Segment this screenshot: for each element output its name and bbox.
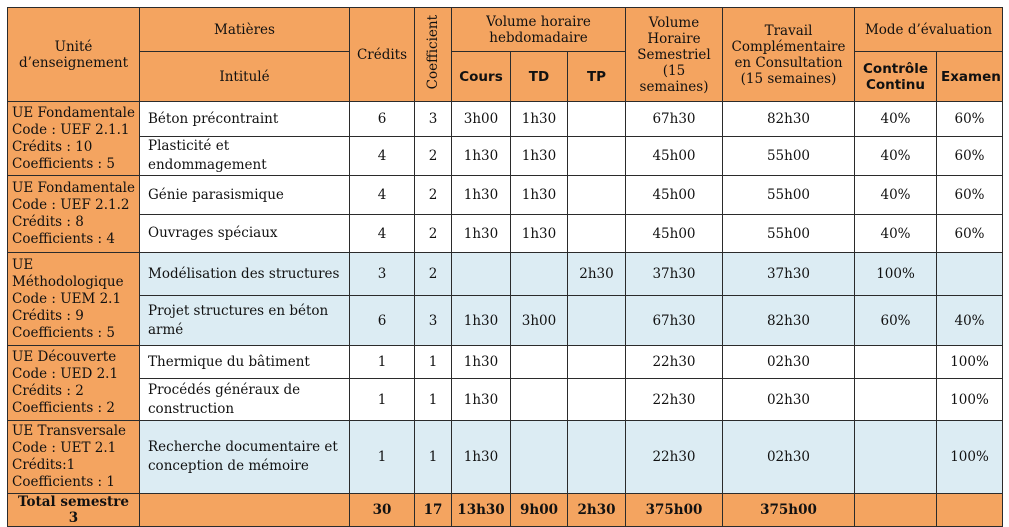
travail-cell: 55h00 [723,215,855,253]
td-cell [511,346,568,379]
credits-cell: 1 [350,421,415,494]
header-intitule: Intitulé [140,52,350,102]
coef-cell: 2 [415,137,452,176]
travail-cell: 82h30 [723,296,855,346]
subject-cell: Ouvrages spéciaux [140,215,350,253]
header-tp: TP [568,52,626,102]
travail-cell: 37h30 [723,253,855,296]
cc-cell: 40% [855,215,937,253]
header-credits: Crédits [350,8,415,102]
table-row [8,176,1003,215]
total-tp: 2h30 [568,494,626,527]
header-td: TD [511,52,568,102]
cours-cell: 1h30 [452,215,511,253]
coef-cell: 1 [415,421,452,494]
travail-cell: 02h30 [723,346,855,379]
credits-cell: 3 [350,253,415,296]
credits-cell: 6 [350,296,415,346]
vhs-cell: 45h00 [626,137,723,176]
tp-cell [568,215,626,253]
vhs-cell: 45h00 [626,215,723,253]
subject-cell: Plasticité et endommagement [140,137,350,176]
cours-cell: 1h30 [452,379,511,421]
cours-cell: 1h30 [452,296,511,346]
table-row [8,421,1003,494]
td-cell [511,253,568,296]
exam-cell: 60% [937,102,1003,137]
td-cell: 3h00 [511,296,568,346]
exam-cell: 60% [937,176,1003,215]
total-cc [855,494,937,527]
table-row [8,215,1003,253]
vhs-cell: 22h30 [626,346,723,379]
subject-cell: Procédés généraux de construction [140,379,350,421]
cc-cell: 40% [855,176,937,215]
cours-cell: 1h30 [452,176,511,215]
exam-cell: 100% [937,346,1003,379]
exam-cell: 60% [937,215,1003,253]
ue-cell: UE Fondamentale Code : UEF 2.1.1 Crédits : 10 Coefficients : 5 [8,102,140,176]
header-unite: Unité d’enseignement [8,8,140,102]
header-matieres: Matières [140,8,350,52]
tp-cell: 2h30 [568,253,626,296]
header-coefficient-label: Coefficient [425,15,441,90]
exam-cell: 100% [937,421,1003,494]
td-cell: 1h30 [511,176,568,215]
cc-cell: 40% [855,137,937,176]
travail-cell: 55h00 [723,176,855,215]
subject-cell: Béton précontraint [140,102,350,137]
cc-cell: 100% [855,253,937,296]
table-row [8,137,1003,176]
total-travail: 375h00 [723,494,855,527]
cc-cell [855,379,937,421]
coef-cell: 1 [415,379,452,421]
vhs-cell: 22h30 [626,421,723,494]
coef-cell: 2 [415,176,452,215]
td-cell: 1h30 [511,215,568,253]
travail-cell: 02h30 [723,379,855,421]
ue-cell: UE Découverte Code : UED 2.1 Crédits : 2 Coefficients : 2 [8,346,140,421]
tp-cell [568,421,626,494]
cours-cell: 1h30 [452,346,511,379]
tp-cell [568,346,626,379]
coef-cell: 2 [415,253,452,296]
credits-cell: 4 [350,215,415,253]
exam-cell: 40% [937,296,1003,346]
table-row [8,102,1003,137]
coef-cell: 3 [415,296,452,346]
header-examen: Examen [937,52,1003,102]
subject-cell: Recherche documentaire et conception de mémoire [140,421,350,494]
td-cell [511,421,568,494]
header-travail: Travail Complémentaire en Consultation (15 semaines) [723,8,855,102]
table-row [8,296,1003,346]
header-cours: Cours [452,52,511,102]
cc-cell: 60% [855,296,937,346]
credits-cell: 6 [350,102,415,137]
header-coefficient [415,8,452,102]
subject-cell: Génie parasismique [140,176,350,215]
exam-cell: 60% [937,137,1003,176]
exam-cell [937,253,1003,296]
vhs-cell: 45h00 [626,176,723,215]
cc-cell: 40% [855,102,937,137]
header-volume-semestriel: Volume Horaire Semestriel (15 semaines) [626,8,723,102]
total-exam [937,494,1003,527]
tp-cell [568,176,626,215]
ue-cell: UE Transversale Code : UET 2.1 Crédits:1 Coefficients : 1 [8,421,140,494]
cours-cell: 1h30 [452,137,511,176]
tp-cell [568,296,626,346]
cc-cell [855,346,937,379]
total-credits: 30 [350,494,415,527]
header-controle: Contrôle Continu [855,52,937,102]
coef-cell: 2 [415,215,452,253]
semester-table [7,7,1003,527]
header-mode-eval: Mode d’évaluation [855,8,1003,52]
total-label: Total semestre 3 [8,494,140,527]
total-coef: 17 [415,494,452,527]
vhs-cell: 67h30 [626,102,723,137]
vhs-cell: 22h30 [626,379,723,421]
total-vhs: 375h00 [626,494,723,527]
travail-cell: 02h30 [723,421,855,494]
travail-cell: 82h30 [723,102,855,137]
tp-cell [568,102,626,137]
header-volume-hebdo: Volume horaire hebdomadaire [452,8,626,52]
subject-cell: Projet structures en béton armé [140,296,350,346]
cours-cell [452,253,511,296]
ue-cell: UE Méthodologique Code : UEM 2.1 Crédits : 9 Coefficients : 5 [8,253,140,346]
cours-cell: 3h00 [452,102,511,137]
total-td: 9h00 [511,494,568,527]
table-row [8,253,1003,296]
credits-cell: 1 [350,379,415,421]
travail-cell: 55h00 [723,137,855,176]
cc-cell [855,421,937,494]
cours-cell: 1h30 [452,421,511,494]
tp-cell [568,137,626,176]
td-cell: 1h30 [511,137,568,176]
credits-cell: 1 [350,346,415,379]
exam-cell: 100% [937,379,1003,421]
total-row [8,494,1003,527]
tp-cell [568,379,626,421]
ue-cell: UE Fondamentale Code : UEF 2.1.2 Crédits : 8 Coefficients : 4 [8,176,140,253]
td-cell: 1h30 [511,102,568,137]
coef-cell: 1 [415,346,452,379]
total-cours: 13h30 [452,494,511,527]
vhs-cell: 37h30 [626,253,723,296]
credits-cell: 4 [350,137,415,176]
table-row [8,379,1003,421]
coef-cell: 3 [415,102,452,137]
vhs-cell: 67h30 [626,296,723,346]
subject-cell: Thermique du bâtiment [140,346,350,379]
table-row [8,346,1003,379]
td-cell [511,379,568,421]
total-empty [140,494,350,527]
credits-cell: 4 [350,176,415,215]
subject-cell: Modélisation des structures [140,253,350,296]
